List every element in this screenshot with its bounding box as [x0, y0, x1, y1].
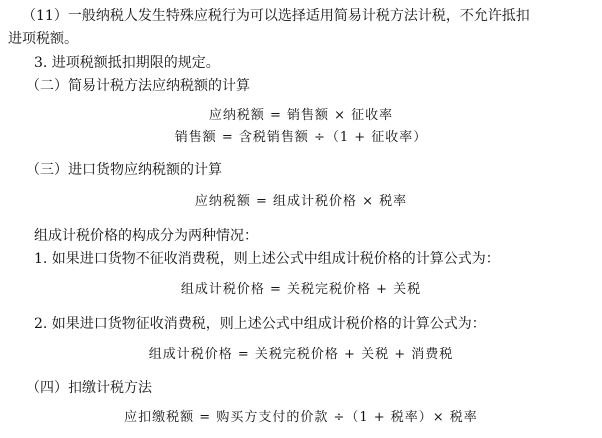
section-2-formula-1: 应纳税额 = 销售额 × 征收率 [208, 108, 394, 123]
paragraph-11-line-2: 进项税额。 [8, 31, 78, 47]
section-3-formula-1: 应纳税额 = 组成计税价格 × 税率 [194, 194, 408, 209]
section-3-formula-3: 组成计税价格 = 关税完税价格 + 关税 + 消费税 [148, 347, 454, 362]
section-3-case-2: 2. 如果进口货物征收消费税，则上述公式中组成计税价格的计算公式为： [34, 316, 486, 332]
section-2-formula-2: 销售额 = 含税销售额 ÷（1 + 征收率） [174, 130, 428, 145]
section-2-heading: （二）简易计税方法应纳税额的计算 [26, 78, 250, 94]
section-3-intro: 组成计税价格的构成分为两种情况： [34, 228, 258, 244]
paragraph-11-line-1: （11）一般纳税人发生特殊应税行为可以选择适用简易计税方法计税，不允许抵扣 [22, 8, 530, 24]
section-3-case-1: 1. 如果进口货物不征收消费税，则上述公式中组成计税价格的计算公式为： [34, 251, 500, 267]
item-3-text: 3. 进项税额抵扣期限的规定。 [34, 55, 220, 71]
section-4-heading: （四）扣缴计税方法 [26, 380, 152, 396]
section-4-formula-1: 应扣缴税额 = 购买方支付的价款 ÷（1 + 税率）× 税率 [124, 410, 478, 425]
section-3-heading: （三）进口货物应纳税额的计算 [26, 162, 222, 178]
section-3-formula-2: 组成计税价格 = 关税完税价格 + 关税 [180, 282, 422, 297]
